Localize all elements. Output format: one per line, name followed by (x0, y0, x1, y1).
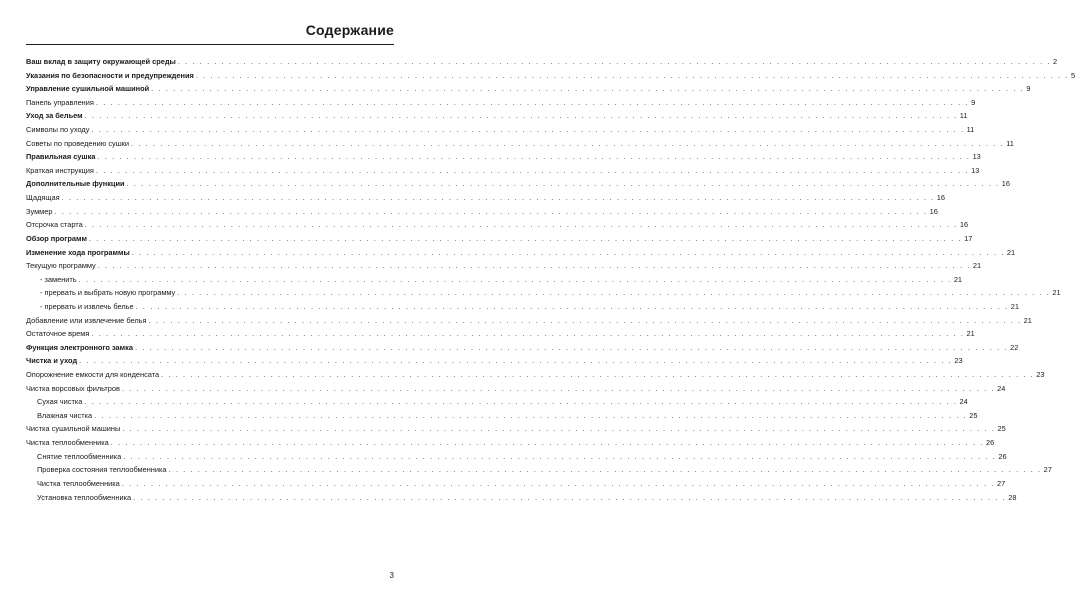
toc-dot-leader: . . . . . . . . . . . . . . . . . . . . . . . . . . . . . . . . . . . . . . . . . . . . . . . . . . . . . . . . . . . . . . . . . . . . . . . . . . . . . . . . . . . . . . . . . . . . . . . . . . . . . . . . . . . . . . . . . . . . . . . . (177, 57, 1051, 66)
toc-dot-leader: . . . . . . . . . . . . . . . . . . . . . . . . . . . . . . . . . . . . . . . . . . . . . . . . . . . . . . . . . . . . . . . . . . . . . . . . . . . . . . . . . . . . . . . . . . . . . . . . . . . . . . . . . . . . . . . . . . . . . . . . (148, 315, 1022, 325)
title-divider (26, 44, 394, 45)
toc-entry (26, 150, 981, 164)
toc-entry (26, 259, 982, 273)
toc-dot-leader: . . . . . . . . . . . . . . . . . . . . . . . . . . . . . . . . . . . . . . . . . . . . . . . . . . . . . . . . . . . . . . . . . . . . . . . . . . . . . . . . . . . . . . . . . . . . . . . . . . . . . . . . . . . . . . . . . . . . . . . . (133, 492, 1007, 502)
toc-dot-leader: . . . . . . . . . . . . . . . . . . . . . . . . . . . . . . . . . . . . . . . . . . . . . . . . . . . . . . . . . . . . . . . . . . . . . . . . . . . . . . . . . . . . . . . . . . . . . . . . . . . . . . . . . . . . . . . . . . . . . . . . (121, 383, 996, 393)
toc-entry-page: 27 (1043, 465, 1052, 475)
toc-entry-page: 21 (953, 274, 963, 284)
toc-entry (26, 422, 1006, 436)
toc-dot-leader: . . . . . . . . . . . . . . . . . . . . . . . . . . . . . . . . . . . . . . . . . . . . . . . . . . . . . . . . . . . . . . . . . . . . . . . . . . . . . . . . . . . . . . . . . . . . . . . . . . . . . . . . . . . . . . . . . . . . . . . . (88, 233, 963, 243)
toc-entry (26, 286, 1061, 300)
toc-entry (26, 300, 1019, 314)
toc-dot-leader: . . . . . . . . . . . . . . . . . . . . . . . . . . . . . . . . . . . . . . . . . . . . . . . . . . . . . . . . . . . . . . . . . . . . . . . . . . . . . . . . . . . . . . . . . . . . . . . . . . . . . . . . . . . . . . . . . . . . . . . . (84, 111, 958, 121)
toc-entry-title: Чистка и уход (26, 356, 78, 366)
toc-entry-title: Щадящая (26, 193, 60, 203)
toc-dot-leader: . . . . . . . . . . . . . . . . . . . . . . . . . . . . . . . . . . . . . . . . . . . . . . . . . . . . . . . . . . . . . . . . . . . . . . . . . . . . . . . . . . . . . . . . . . . . . . . . . . . . . . . . . . . . . . . . . . . . . . . . (95, 97, 970, 107)
toc-entry-page: 11 (966, 125, 975, 135)
toc-dot-leader: . . . . . . . . . . . . . . . . . . . . . . . . . . . . . . . . . . . . . . . . . . . . . . . . . . . . . . . . . . . . . . . . . . . . . . . . . . . . . . . . . . . . . . . . . . . . . . . . . . . . . . . . . . . . . . . . . . . . . . . . (91, 125, 965, 135)
toc-dot-leader: . . . . . . . . . . . . . . . . . . . . . . . . . . . . . . . . . . . . . . . . . . . . . . . . . . . . . . . . . . . . . . . . . . . . . . . . . . . . . . . . . . . . . . . . . . . . . . . . . . . . . . . . . . . . . . . . . . . . . . . . (135, 301, 1009, 311)
toc-entry (26, 491, 1017, 505)
toc-dot-leader: . . . . . . . . . . . . . . . . . . . . . . . . . . . . . . . . . . . . . . . . . . . . . . . . . . . . . . . . . . . . . . . . . . . . . . . . . . . . . . . . . . . . . . . . . . . . . . . . . . . . . . . . . . . . . . . . . . . . . . . . (97, 152, 971, 162)
toc-entry (26, 450, 1007, 464)
toc-entry-title: Функция электронного замка (26, 342, 133, 352)
toc-entry-page: 2 (1053, 57, 1058, 66)
toc-entry-page: 21 (972, 261, 982, 271)
toc-entry-page: 13 (971, 165, 980, 175)
toc-entry-title: - прервать и извлечь белье (40, 301, 134, 311)
toc-entry-title: Ваш вклад в защиту окружающей среды (26, 57, 176, 66)
toc-entry-page: 13 (972, 152, 981, 162)
toc-entry-title: Чистка теплообменника (37, 478, 120, 488)
toc-dot-leader: . . . . . . . . . . . . . . . . . . . . . . . . . . . . . . . . . . . . . . . . . . . . . . . . . . . . . . . . . . . . . . . . . . . . . . . . . . . . . . . . . . . . . . . . . . . . . . . . . . . . . . . . . . . . . . . . . . . . . . . . (110, 438, 984, 448)
toc-entry (26, 69, 1075, 83)
toc-dot-leader: . . . . . . . . . . . . . . . . . . . . . . . . . . . . . . . . . . . . . . . . . . . . . . . . . . . . . . . . . . . . . . . . . . . . . . . . . . . . . . . . . . . . . . . . . . . . . . . . . . . . . . . . . . . . . . . . . . . . . . . . (131, 247, 1005, 257)
toc-entry-title: Изменение хода программы (26, 247, 130, 257)
page-title: Содержание (305, 22, 394, 38)
toc-entry (26, 382, 1006, 396)
toc-entry-page: 28 (1008, 492, 1017, 502)
toc-entry-title: Зуммер (26, 206, 53, 216)
toc-entry-title: Текущую программу (26, 261, 96, 271)
toc-entry-title: Советы по проведению сушки (26, 138, 129, 148)
toc-entry (26, 232, 973, 246)
toc-dot-leader: . . . . . . . . . . . . . . . . . . . . . . . . . . . . . . . . . . . . . . . . . . . . . . . . . . . . . . . . . . . . . . . . . . . . . . . . . . . . . . . . . . . . . . . . . . . . . . . . . . . . . . . . . . . . . . . . . . . . . . . . (78, 274, 952, 284)
toc-dot-leader: . . . . . . . . . . . . . . . . . . . . . . . . . . . . . . . . . . . . . . . . . . . . . . . . . . . . . . . . . . . . . . . . . . . . . . . . . . . . . . . . . . . . . . . . . . . . . . . . . . . . . . . . . . . . . . . . . . . . . . . . (79, 356, 953, 366)
toc-dot-leader: . . . . . . . . . . . . . . . . . . . . . . . . . . . . . . . . . . . . . . . . . . . . . . . . . . . . . . . . . . . . . . . . . . . . . . . . . . . . . . . . . . . . . . . . . . . . . . . . . . . . . . . . . . . . . . . . . . . . . . . . (91, 329, 965, 339)
toc-entry (26, 463, 1052, 477)
toc-entry-title: Влажная чистка (37, 410, 93, 420)
toc-entry-page: 26 (985, 438, 995, 448)
toc-entry-page: 9 (1026, 84, 1031, 94)
toc-entry (26, 246, 1016, 260)
toc-entry-title: Правильная сушка (26, 152, 96, 162)
toc-entry-title: Добавление или извлечение белья (26, 315, 147, 325)
toc-entry (26, 354, 963, 368)
toc-entry (26, 273, 963, 287)
toc-dot-leader: . . . . . . . . . . . . . . . . . . . . . . . . . . . . . . . . . . . . . . . . . . . . . . . . . . . . . . . . . . . . . . . . . . . . . . . . . . . . . . . . . . . . . . . . . . . . . . . . . . . . . . . . . . . . . . . . . . . . . . . . (126, 179, 1000, 189)
toc-entry (26, 205, 938, 219)
toc-dot-leader: . . . . . . . . . . . . . . . . . . . . . . . . . . . . . . . . . . . . . . . . . . . . . . . . . . . . . . . . . . . . . . . . . . . . . . . . . . . . . . . . . . . . . . . . . . . . . . . . . . . . . . . . . . . . . . . . . . . . . . . . (151, 84, 1025, 94)
toc-entry (26, 164, 980, 178)
toc-entry-page: 17 (964, 233, 973, 243)
toc-entry (26, 55, 1058, 69)
toc-entry-page: 21 (966, 329, 975, 339)
toc-dot-leader: . . . . . . . . . . . . . . . . . . . . . . . . . . . . . . . . . . . . . . . . . . . . . . . . . . . . . . . . . . . . . . . . . . . . . . . . . . . . . . . . . . . . . . . . . . . . . . . . . . . . . . . . . . . . . . . . . . . . . . . . (195, 70, 1069, 80)
toc-entry-page: 11 (1006, 138, 1014, 148)
page-number: 3 (389, 571, 394, 580)
table-of-contents (26, 55, 1075, 504)
toc-entry-page: 23 (954, 356, 963, 366)
toc-entry-page: 25 (997, 424, 1006, 434)
toc-entry-page: 5 (1070, 70, 1075, 80)
toc-entry (26, 137, 1014, 151)
toc-entry-title: Отсрочка старта (26, 220, 83, 230)
toc-entry (26, 409, 978, 423)
toc-entry-page: 27 (996, 478, 1006, 488)
toc-entry-page: 16 (959, 220, 969, 230)
toc-entry (26, 395, 968, 409)
toc-entry (26, 341, 1019, 355)
toc-entry (26, 96, 976, 110)
toc-entry-page: 22 (1010, 342, 1019, 352)
toc-entry-page: 21 (1052, 288, 1061, 298)
toc-entry-title: - прервать и выбрать новую программу (40, 288, 176, 298)
toc-entry-title: Дополнительные функции (26, 179, 125, 189)
toc-entry (26, 218, 969, 232)
toc-dot-leader: . . . . . . . . . . . . . . . . . . . . . . . . . . . . . . . . . . . . . . . . . . . . . . . . . . . . . . . . . . . . . . . . . . . . . . . . . . . . . . . . . . . . . . . . . . . . . . . . . . . . . . . . . . . . . . . . . . . . . . . . (177, 288, 1051, 298)
toc-entry-title: Проверка состояния теплообменника (37, 465, 167, 475)
toc-entry (26, 477, 1006, 491)
toc-dot-leader: . . . . . . . . . . . . . . . . . . . . . . . . . . . . . . . . . . . . . . . . . . . . . . . . . . . . . . . . . . . . . . . . . . . . . . . . . . . . . . . . . . . . . . . . . . . . . . . . . . . . . . . . . . . . . . . . . . . . . . . . (61, 193, 935, 203)
toc-dot-leader: . . . . . . . . . . . . . . . . . . . . . . . . . . . . . . . . . . . . . . . . . . . . . . . . . . . . . . . . . . . . . . . . . . . . . . . . . . . . . . . . . . . . . . . . . . . . . . . . . . . . . . . . . . . . . . . . . . . . . . . . (84, 397, 958, 407)
toc-entry-page: 21 (1010, 301, 1019, 311)
toc-entry-page: 16 (936, 193, 946, 203)
toc-entry-title: Снятие теплообменника (37, 451, 122, 461)
toc-entry (26, 436, 995, 450)
toc-entry-title: Обзор программ (26, 233, 87, 243)
toc-dot-leader: . . . . . . . . . . . . . . . . . . . . . . . . . . . . . . . . . . . . . . . . . . . . . . . . . . . . . . . . . . . . . . . . . . . . . . . . . . . . . . . . . . . . . . . . . . . . . . . . . . . . . . . . . . . . . . . . . . . . . . . . (54, 206, 928, 216)
toc-entry-title: Опорожнение емкости для конденсата (26, 370, 160, 380)
toc-entry-title: Управление сушильной машиной (26, 84, 150, 94)
toc-dot-leader: . . . . . . . . . . . . . . . . . . . . . . . . . . . . . . . . . . . . . . . . . . . . . . . . . . . . . . . . . . . . . . . . . . . . . . . . . . . . . . . . . . . . . . . . . . . . . . . . . . . . . . . . . . . . . . . . . . . . . . . . (121, 478, 995, 488)
toc-entry-title: Краткая инструкция (26, 165, 94, 175)
toc-entry-title: Чистка сушильной машины (26, 424, 121, 434)
toc-entry-title: - заменить (40, 274, 77, 284)
toc-entry-title: Чистка теплообменника (26, 438, 109, 448)
toc-entry-title: Установка теплообменника (37, 492, 132, 502)
toc-entry (26, 177, 1010, 191)
toc-entry-page: 11 (959, 111, 968, 121)
toc-entry-page: 21 (1023, 315, 1032, 325)
toc-entry-title: Сухая чистка (37, 397, 83, 407)
toc-dot-leader: . . . . . . . . . . . . . . . . . . . . . . . . . . . . . . . . . . . . . . . . . . . . . . . . . . . . . . . . . . . . . . . . . . . . . . . . . . . . . . . . . . . . . . . . . . . . . . . . . . . . . . . . . . . . . . . . . . . . . . . . (95, 165, 970, 175)
toc-entry-page: 16 (1001, 179, 1010, 189)
toc-dot-leader: . . . . . . . . . . . . . . . . . . . . . . . . . . . . . . . . . . . . . . . . . . . . . . . . . . . . . . . . . . . . . . . . . . . . . . . . . . . . . . . . . . . . . . . . . . . . . . . . . . . . . . . . . . . . . . . . . . . . . . . . (161, 370, 1035, 380)
toc-entry-page: 21 (1006, 247, 1016, 257)
toc-entry-title: Уход за бельем (26, 111, 83, 121)
toc-entry-title: Указания по безопасности и предупреждения (26, 70, 194, 80)
toc-dot-leader: . . . . . . . . . . . . . . . . . . . . . . . . . . . . . . . . . . . . . . . . . . . . . . . . . . . . . . . . . . . . . . . . . . . . . . . . . . . . . . . . . . . . . . . . . . . . . . . . . . . . . . . . . . . . . . . . . . . . . . . . (168, 465, 1042, 475)
toc-entry-title: Остаточное время (26, 329, 90, 339)
toc-entry (26, 109, 968, 123)
toc-entry-title: Панель управления (26, 97, 94, 107)
toc-entry (26, 314, 1032, 328)
toc-entry (26, 82, 1031, 96)
toc-dot-leader: . . . . . . . . . . . . . . . . . . . . . . . . . . . . . . . . . . . . . . . . . . . . . . . . . . . . . . . . . . . . . . . . . . . . . . . . . . . . . . . . . . . . . . . . . . . . . . . . . . . . . . . . . . . . . . . . . . . . . . . . (97, 261, 971, 271)
toc-entry (26, 191, 946, 205)
toc-entry-page: 25 (969, 410, 978, 420)
toc-entry-page: 26 (998, 451, 1007, 461)
toc-dot-leader: . . . . . . . . . . . . . . . . . . . . . . . . . . . . . . . . . . . . . . . . . . . . . . . . . . . . . . . . . . . . . . . . . . . . . . . . . . . . . . . . . . . . . . . . . . . . . . . . . . . . . . . . . . . . . . . . . . . . . . . . (134, 342, 1009, 352)
toc-dot-leader: . . . . . . . . . . . . . . . . . . . . . . . . . . . . . . . . . . . . . . . . . . . . . . . . . . . . . . . . . . . . . . . . . . . . . . . . . . . . . . . . . . . . . . . . . . . . . . . . . . . . . . . . . . . . . . . . . . . . . . . . (122, 424, 996, 434)
toc-entry-page: 16 (929, 206, 938, 216)
toc-dot-leader: . . . . . . . . . . . . . . . . . . . . . . . . . . . . . . . . . . . . . . . . . . . . . . . . . . . . . . . . . . . . . . . . . . . . . . . . . . . . . . . . . . . . . . . . . . . . . . . . . . . . . . . . . . . . . . . . . . . . . . . . (131, 138, 1005, 148)
toc-entry-page: 23 (1036, 370, 1045, 380)
toc-entry-page: 24 (959, 397, 968, 407)
toc-entry (26, 123, 975, 137)
toc-entry (26, 327, 975, 341)
toc-dot-leader: . . . . . . . . . . . . . . . . . . . . . . . . . . . . . . . . . . . . . . . . . . . . . . . . . . . . . . . . . . . . . . . . . . . . . . . . . . . . . . . . . . . . . . . . . . . . . . . . . . . . . . . . . . . . . . . . . . . . . . . . (123, 451, 997, 461)
toc-entry-page: 24 (997, 383, 1006, 393)
toc-dot-leader: . . . . . . . . . . . . . . . . . . . . . . . . . . . . . . . . . . . . . . . . . . . . . . . . . . . . . . . . . . . . . . . . . . . . . . . . . . . . . . . . . . . . . . . . . . . . . . . . . . . . . . . . . . . . . . . . . . . . . . . . (84, 220, 958, 230)
toc-entry (26, 368, 1045, 382)
toc-dot-leader: . . . . . . . . . . . . . . . . . . . . . . . . . . . . . . . . . . . . . . . . . . . . . . . . . . . . . . . . . . . . . . . . . . . . . . . . . . . . . . . . . . . . . . . . . . . . . . . . . . . . . . . . . . . . . . . . . . . . . . . . (94, 410, 968, 420)
toc-entry-title: Символы по уходу (26, 125, 90, 135)
toc-entry-title: Чистка ворсовых фильтров (26, 383, 120, 393)
toc-entry-page: 9 (971, 97, 976, 107)
